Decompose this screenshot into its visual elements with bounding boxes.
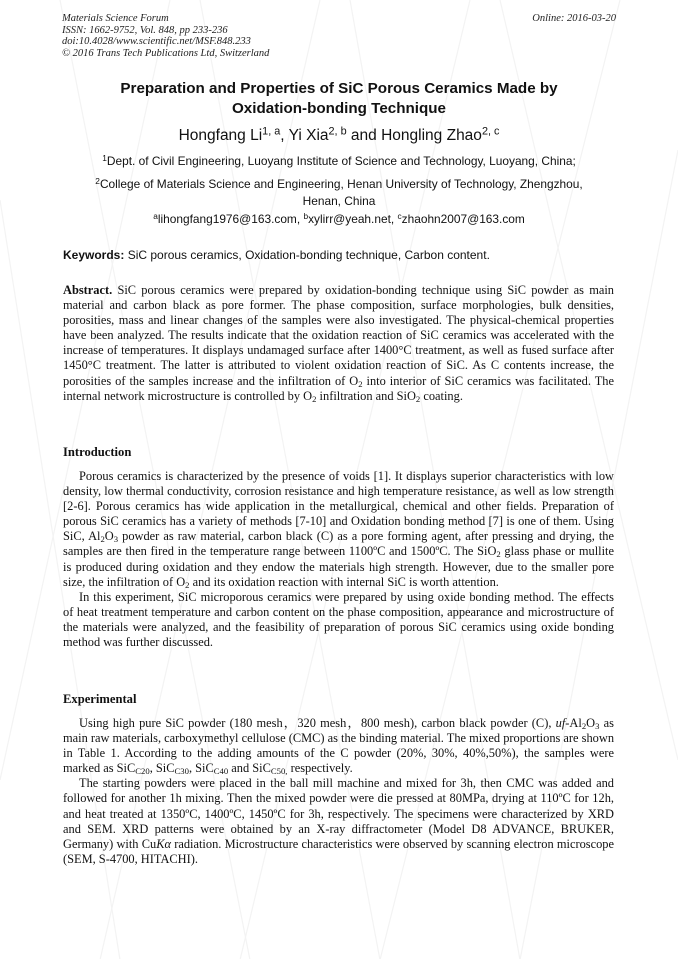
abstract-label: Abstract.	[63, 283, 113, 297]
email: lihongfang1976@163.com,	[157, 212, 304, 226]
subscript: C30	[174, 766, 189, 777]
affiliation-1	[66, 153, 612, 170]
journal-name: Materials Science Forum	[62, 13, 169, 24]
paragraph-text: powder as raw material, carbon black (C) as a pore forming agent, after pressing and drying, the samples are then fired in the temperature range between 1100ºC and 1500ºC. The SiO	[63, 529, 615, 559]
keywords-text: SiC porous ceramics, Oxidation-bonding technique, Carbon content.	[124, 248, 490, 262]
paragraph-text: respectively.	[287, 761, 353, 776]
subscript: 2	[358, 378, 363, 389]
keywords	[63, 247, 615, 263]
paragraph	[63, 776, 614, 867]
paragraph	[63, 716, 614, 776]
journal-header	[62, 13, 616, 59]
author-affiliation-mark: 2, c	[481, 125, 500, 138]
author-separator: ,	[280, 127, 289, 144]
subscript: C50,	[270, 766, 288, 777]
paragraph-text: Porous ceramics is characterized by the presence of voids [1]. It displays superior characteristics with low density, low thermal conductivity, corrosion resistance and high temperature resistance, as well as low strength [2-6]. Porous ceramics has wide application in the metallurgical, chemical and other fields. Preparation of porous SiC ceramics has a variety of methods [7-10] and Oxidation bonding method [7] is one of them. Using SiC, Al	[63, 469, 614, 544]
paragraph-text: The starting powders were placed in the ball mill machine and mixed for 3h, then CMC was added and followed for another 1h mixing. Then the mixed powder were die pressed at 80MPa, drying at 110ºC for 12h, and heat treated at 1350ºC, 1400ºC, 1450ºC for 3h, respectively. The specimens were characterized by XRD and SEM. XRD patterns were obtained by an X-ray diffractometer (Model D8 ADVANCE, BRUKER, Germany) with Cu	[63, 776, 614, 851]
paragraph-text: radiation. Microstructure characteristics were observed by scanning electron microscope (SEM, S-4700, HITACHI).	[63, 836, 614, 866]
italic-text: uf	[555, 716, 566, 730]
introduction-body	[63, 469, 614, 650]
author-affiliation-mark: 2, b	[328, 125, 347, 138]
paragraph-text: as main raw materials, carboxymethyl cellulose (CMC) as the binding material. The mixed proportions are shown in Table 1. According to the adding amounts of the C powder (20%, 30%, 40%,50%), the samples were marked as SiC	[63, 716, 615, 776]
title-line-1: Preparation and Properties of SiC Porous Ceramics Made by	[120, 80, 558, 97]
author-name: Hongfang Li	[178, 127, 263, 144]
subscript: 2	[312, 393, 317, 404]
affiliation-text: College of Materials Science and Engineering, Henan University of Technology, Zhengzhou,	[99, 177, 583, 191]
paper-title	[60, 79, 618, 119]
subscript: 2	[185, 579, 190, 590]
paragraph-text: and SiC	[228, 761, 271, 776]
subscript: C40	[213, 766, 229, 777]
paragraph-text: , SiC	[188, 761, 214, 776]
subscript: 2	[415, 393, 421, 404]
paragraph-text: O	[104, 529, 114, 544]
paragraph-text: , SiC	[149, 761, 175, 776]
subscript: 2	[100, 534, 105, 545]
affiliation-text-line-2: Henan, China	[302, 194, 376, 208]
experimental-body	[63, 716, 614, 867]
affiliation-2	[66, 176, 612, 210]
subscript: 3	[113, 534, 119, 545]
issn-line: ISSN: 1662-9752, Vol. 848, pp 233-236	[62, 24, 228, 36]
affiliation-number: 2	[95, 175, 100, 186]
subscript: 2	[496, 549, 501, 560]
affiliation-text: Dept. of Civil Engineering, Luoyang Institute of Science and Technology, Luoyang, China;	[106, 154, 576, 168]
abstract-text: coating.	[420, 388, 463, 403]
subscript: 3	[595, 721, 600, 732]
affiliation-number: 1	[102, 152, 107, 163]
subscript: C20	[135, 766, 150, 777]
experimental-heading: Experimental	[63, 692, 137, 706]
paragraph	[63, 469, 614, 590]
author-name: Hongling Zhao	[381, 127, 482, 144]
abstract	[63, 283, 614, 404]
author-name: Yi Xia	[288, 127, 329, 144]
email-mark: b	[303, 210, 309, 221]
abstract-text: into interior of SiC ceramics was facilitated. The internal network microstructure is controlled by O	[63, 373, 614, 403]
subscript: 2	[581, 721, 587, 732]
author-affiliation-mark: 1, a	[262, 125, 281, 138]
paragraph-text: -Al	[565, 716, 582, 730]
title-line-2: Oxidation-bonding Technique	[231, 100, 446, 117]
keywords-label: Keywords:	[63, 248, 125, 262]
author-emails	[66, 211, 612, 228]
email-mark: a	[153, 210, 158, 221]
doi-line: doi:10.4028/www.scientific.net/MSF.848.233	[62, 36, 251, 47]
paragraph-text: glass phase or mullite is produced during oxidation and they endow the materials high strength. However, due to the smaller pore size, the infiltration of O	[63, 544, 614, 589]
paragraph-text: and its oxidation reaction with internal SiC is worth attention.	[189, 574, 499, 589]
email-mark: c	[397, 210, 402, 221]
paragraph-text: Using high pure SiC powder (180 mesh，320 mesh，800 mesh), carbon black powder (C),	[79, 716, 556, 730]
introduction-heading: Introduction	[63, 445, 132, 459]
author-separator: and	[346, 127, 382, 144]
email: zhaohn2007@163.com	[401, 212, 525, 226]
paragraph-text: O	[586, 716, 596, 730]
author-list	[60, 126, 618, 146]
italic-text: Kα	[156, 836, 171, 851]
email: xylirr@yeah.net,	[308, 212, 398, 226]
abstract-text: infiltration and SiO	[316, 388, 416, 403]
paragraph: In this experiment, SiC microporous ceramics were prepared by using oxide bonding method. The effects of heat treatment temperature and carbon content on the phase composition, appearance and microstructure of the materials were analyzed, and the feasibility of preparation of porous SiC ceramics using oxide bonding method was further discussed.	[63, 589, 614, 650]
online-date: Online: 2016-03-20	[532, 13, 616, 24]
copyright-line: © 2016 Trans Tech Publications Ltd, Switzerland	[62, 47, 270, 59]
abstract-text: SiC porous ceramics were prepared by oxidation-bonding technique using SiC powder as main material and carbon black as pore former. The phase composition, surface morphologies, bulk densities, porosities, mass and linear changes of the samples were also investigated. The physical-chemical properties have been analyzed. The results indicate that the oxidation reaction of SiC ceramics was accelerated with the increase of temperatures. It displays undamaged surface after 1400°C treatment, as well as fused surface after 1450°C treatment. The latter is attributed to violent oxidation reaction of SiC. As C contents increase, the porosities of the samples increase and the infiltration of O	[63, 283, 614, 388]
